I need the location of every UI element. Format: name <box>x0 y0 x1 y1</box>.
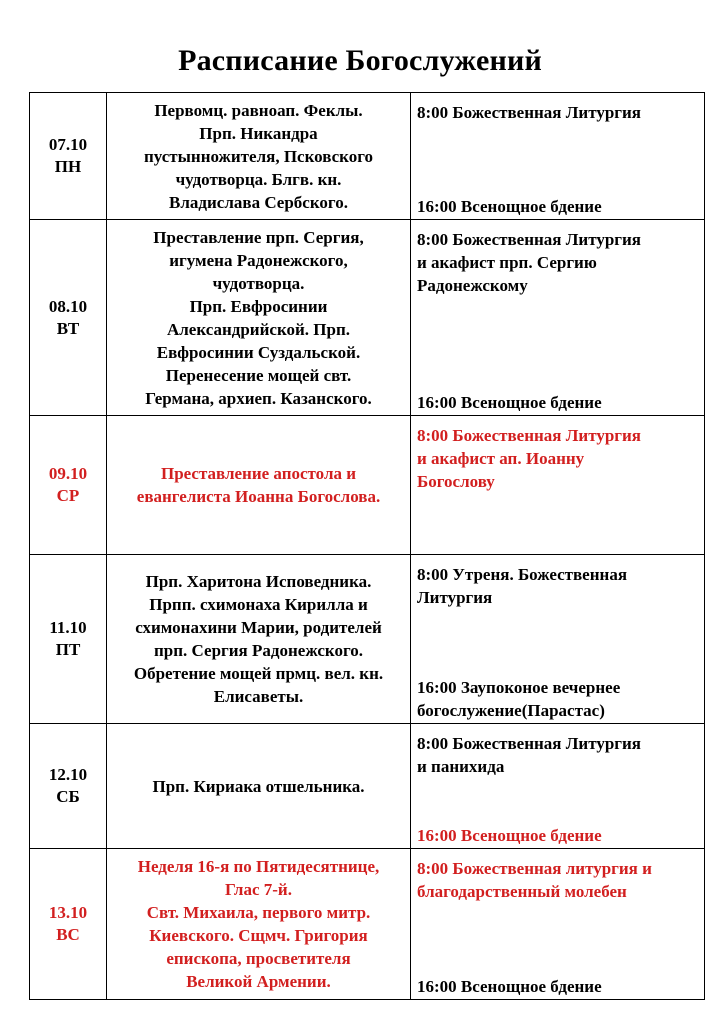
service-line: 16:00 Всенощное бдение <box>417 197 602 216</box>
services-cell <box>411 220 705 416</box>
commemoration-line: Владислава Сербского. <box>169 192 348 212</box>
weekday: ВС <box>56 925 80 944</box>
services-cell <box>411 849 705 1000</box>
commemoration-line: Преставление прп. Сергия, <box>153 227 364 247</box>
services-cell <box>411 555 705 724</box>
commemoration-line: Александрийской. Прп. <box>166 319 351 339</box>
schedule-table <box>29 92 705 1000</box>
schedule-row <box>30 724 705 849</box>
schedule-row <box>30 555 705 724</box>
commemoration-line: Прпп. схимонаха Кирилла и <box>149 595 368 614</box>
commemoration-line: Первомц. равноап. Феклы. <box>154 100 363 120</box>
weekday: СБ <box>56 787 80 806</box>
morning-service <box>417 228 700 297</box>
morning-service <box>417 101 700 124</box>
services-cell <box>411 93 705 220</box>
commemoration-line: Глас 7-й. <box>225 880 292 899</box>
commemoration-line: Киевского. Сщмч. Григория <box>149 926 368 945</box>
date-cell <box>30 555 107 724</box>
service-line: 8:00 Божественная литургия и <box>417 859 652 878</box>
weekday: ПН <box>54 157 82 176</box>
commemoration-line: Обретение мощей прмц. вел. кн. <box>133 664 384 683</box>
commemoration-line: прп. Сергия Радонежского. <box>154 641 363 660</box>
commemoration-line: игумена Радонежского, <box>169 250 348 270</box>
commemoration-line: епископа, просветителя <box>166 949 351 968</box>
schedule-row <box>30 93 705 220</box>
weekday: ВТ <box>56 318 80 338</box>
date: 12.10 <box>48 765 88 784</box>
commemoration-line: Великой Армении. <box>186 972 331 991</box>
evening-service <box>417 391 700 414</box>
service-line: Радонежскому <box>417 276 528 295</box>
evening-service <box>417 975 700 998</box>
commemoration-cell <box>107 555 411 724</box>
service-line: 16:00 Всенощное бдение <box>417 393 602 412</box>
service-line: 8:00 Божественная Литургия <box>417 103 641 122</box>
date-cell <box>30 849 107 1000</box>
services-cell <box>411 416 705 555</box>
date: 07.10 <box>48 135 88 154</box>
date-cell <box>30 416 107 555</box>
commemoration-line: Свт. Михаила, первого митр. <box>146 903 371 922</box>
morning-service <box>417 732 700 778</box>
evening-service <box>417 676 700 722</box>
service-line: 8:00 Божественная Литургия <box>417 734 641 753</box>
date-cell <box>30 724 107 849</box>
commemoration-line: Прп. Харитона Исповедника. <box>145 572 372 591</box>
service-line: Литургия <box>417 588 493 607</box>
service-line: 16:00 Заупоконое вечернее <box>417 678 621 697</box>
schedule-row <box>30 849 705 1000</box>
service-line: богослужение(Парастас) <box>417 701 605 720</box>
morning-service <box>417 563 700 609</box>
commemoration-line: Перенесение мощей свт. <box>165 365 352 385</box>
service-line: 16:00 Всенощное бдение <box>417 826 602 845</box>
commemoration-cell <box>107 724 411 849</box>
service-line: 8:00 Божественная Литургия <box>417 426 641 445</box>
commemoration-line: чудотворца. <box>212 273 305 293</box>
date-cell <box>30 220 107 416</box>
schedule-row <box>30 416 705 555</box>
morning-service <box>417 424 700 493</box>
commemoration-line: чудотворца. Блгв. кн. <box>175 169 342 189</box>
service-line: 8:00 Утреня. Божественная <box>417 565 628 584</box>
evening-service <box>417 824 700 847</box>
weekday: ПТ <box>55 640 81 659</box>
service-line: и акафист прп. Сергию <box>417 253 597 272</box>
commemoration-line: Евфросинии Суздальской. <box>156 342 361 362</box>
date-cell <box>30 93 107 220</box>
commemoration-cell <box>107 220 411 416</box>
commemoration-cell <box>107 849 411 1000</box>
weekday: СР <box>56 486 80 505</box>
services-cell <box>411 724 705 849</box>
commemoration-cell <box>107 416 411 555</box>
service-line: Богослову <box>417 472 495 491</box>
date: 08.10 <box>48 296 88 316</box>
commemoration-line: евангелиста Иоанна Богослова. <box>136 487 381 506</box>
service-line: 8:00 Божественная Литургия <box>417 230 641 249</box>
date: 13.10 <box>48 903 88 922</box>
date: 09.10 <box>48 464 88 483</box>
schedule-row <box>30 220 705 416</box>
commemoration-line: Прп. Кириака отшельника. <box>152 776 365 796</box>
commemoration-line: Преставление апостола и <box>160 464 357 483</box>
commemoration-line: Неделя 16-я по Пятидесятнице, <box>137 857 380 876</box>
commemoration-line: Елисаветы. <box>213 687 304 706</box>
commemoration-line: схимонахини Марии, родителей <box>135 618 382 637</box>
service-line: и акафист ап. Иоанну <box>417 449 585 468</box>
service-line: 16:00 Всенощное бдение <box>417 977 602 996</box>
commemoration-line: Прп. Евфросинии <box>189 296 328 316</box>
service-line: и панихида <box>417 757 505 776</box>
date: 11.10 <box>49 618 87 637</box>
commemoration-line: Прп. Никандра <box>199 123 318 143</box>
commemoration-line: пустынножителя, Псковского <box>143 146 374 166</box>
evening-service <box>417 195 700 218</box>
service-line: благодарственный молебен <box>417 882 627 901</box>
commemoration-cell <box>107 93 411 220</box>
page-title: Расписание Богослужений <box>178 44 542 77</box>
commemoration-line: Германа, архиеп. Казанского. <box>145 388 372 408</box>
morning-service <box>417 857 700 903</box>
